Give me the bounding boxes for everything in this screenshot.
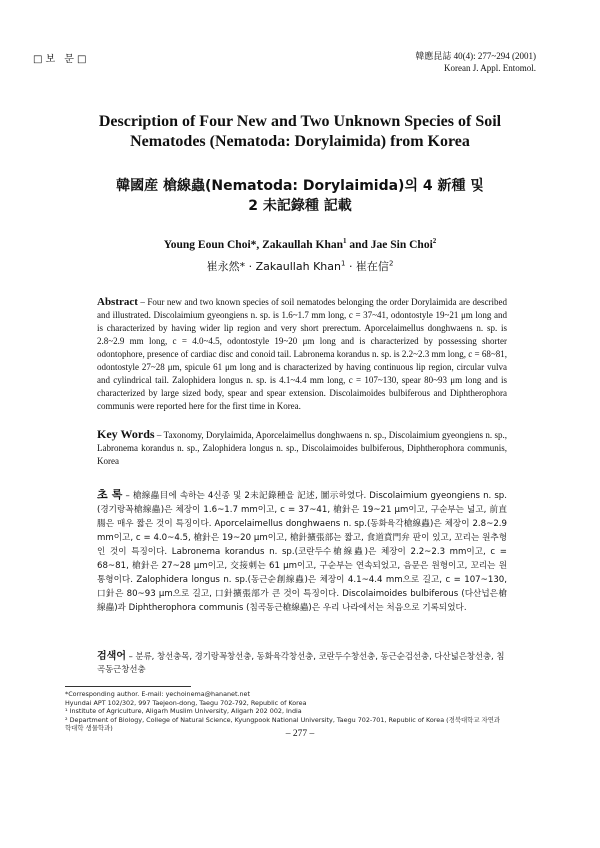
- korean-keywords: [97, 650, 507, 676]
- author-2-affiliation: 1: [343, 237, 347, 245]
- footnote-address: Hyundai APT 102/302, 997 Taejeon-dong, Taegu 702-792, Republic of Korea: [65, 698, 307, 707]
- author-3: and Jae Sin Choi: [349, 238, 433, 251]
- korean-author-3: · 崔在信: [348, 260, 389, 273]
- korean-keywords-heading: 검색어: [97, 651, 126, 662]
- korean-title: [60, 176, 540, 216]
- footnote-divider: [65, 686, 191, 687]
- abstract: [97, 296, 507, 413]
- keywords-heading: Key Words: [97, 427, 155, 441]
- english-title-line-2: Nematodes (Nematoda: Dorylaimida) from Korea: [130, 133, 470, 150]
- abstract-body: – Four new and two known species of soil nematodes belonging the order Dorylaimida are described and illustrated. Discolaimium gyeongiens n. sp. is 1.6~1.7 mm long, c = 37~41, odontostyle 19~21 μm long and is characterized by having wider lip region and very short prerectum. Aporcelaimellus donghwaens n. sp. is 2.8~2.9 mm long, c = 4.0~4.5, odontostyle 19~20 μm long and is characterized by possessing shorter odontophore, presence of cardiac disc and conoid tail. Labronema korandus n. sp. is 2.2~2.3 mm long, c = 68~81, odontostyle 27~28 μm, spicule 61 μm long and is characterized by having continuous lip region, circular vulva and cylindrical tail. Zalophidera longus n. sp. is 4.1~4.4 mm long, c = 107~130, spear 80~93 μm long and is characterized by large sized body, spear and spear extension. Discolaimoides bulbiferous and Diphtherophora communis were reported here for the first time in Korea.: [97, 297, 507, 411]
- author-3-affiliation: 2: [432, 237, 437, 245]
- english-title: [60, 112, 540, 152]
- author-1: Young Eoun Choi*,: [163, 238, 260, 251]
- page-number: – 277 –: [285, 729, 315, 739]
- english-title-line-1: Description of Four New and Two Unknown Species of Soil: [98, 113, 502, 130]
- footnote-affiliation-2: ² Department of Biology, College of Natural Science, Kyungpook National University, Taegu 702-701, Republic of Korea (경북대학교 자연과학대학 생물학과): [65, 715, 501, 733]
- korean-author-3-affiliation: 2: [388, 259, 394, 268]
- section-label: □보 문□: [33, 54, 90, 65]
- journal-line-1: 韓應昆誌 40(4): 277~294 (2001): [415, 51, 536, 61]
- english-authors: [60, 237, 540, 251]
- korean-title-line-2: 2 未記錄種 記載: [248, 198, 352, 214]
- korean-author-2-affiliation: 1: [340, 259, 346, 268]
- footnote-affiliation-1: ¹ Institute of Agriculture, Aligarh Muslim University, Aligarh 202 002, India: [65, 707, 302, 716]
- footnote-corresponding: *Corresponding author. E-mail: yechoinema@hananet.net: [65, 690, 250, 698]
- korean-authors: [60, 258, 540, 274]
- author-2: Zakaullah Khan: [262, 238, 343, 251]
- korean-abstract-heading: 초 록: [97, 488, 123, 501]
- keywords-body: – Taxonomy, Dorylaimida, Aporcelaimellus donghwaens n. sp., Discolaimium gyeongiens n. sp., Labronema korandus n. sp., Zalophidera longus n. sp., Discolaimoides bulbiferous, Diphtherophora communis, Korea: [97, 430, 508, 466]
- korean-title-line-1: 韓國産 槍線蟲(Nematoda: Dorylaimida)의 4 新種 및: [116, 178, 484, 194]
- korean-abstract-body: – 槍線蟲目에 속하는 4신종 및 2未記錄種을 記述, 圖示하였다. Discolaimium gyeongiens n. sp.(경기랑꼭槍線蟲)은 체장이 1.6~1.7 mm이고, c = 37~41, 槍針은 19~21 μm이고, 구순부는 넓고, 前直腸은 매우 짧은 것이 특징이다. Aporcelaimellus donghwaens n. sp.(동화육각槍線蟲)은 체장이 2.8~2.9 mm이고, c = 4.0~4.5, 槍針은 19~20 μm이고, 槍針擴張部는 짧고, 食道賁門弁 판이 있고, 꼬리는 원추형인 것이 특징이다. Labronema korandus n. sp.(코란두수槍線蟲)은 체장이 2.2~2.3 mm이고, c = 68~81, 槍針은 27~28 μm이고, 交接刺는 61 μm이고, 구순부는 연속되었고, 음문은 원형이고, 꼬리는 원통형이다. Zalophidera longus n. sp.(동근순創線蟲)은 체장이 4.1~4.4 mm으로 길고, c = 107~130, 口針은 80~93 μm으로 길고, 口針擴張部가 큰 것이 특징이다. Discolaimoides bulbiferous (다산넙은槍線蟲)과 Diphtherophora communis (침곡동근槍線蟲)은 우리 나라에서는 처음으로 기록되었다.: [97, 491, 507, 613]
- abstract-heading: Abstract: [97, 296, 138, 308]
- korean-keywords-body: – 분류, 창선충목, 경기랑꼭창선충, 동화육각창선충, 코란두수창선충, 동근순검선충, 다산넓은창선충, 침곡동근창선충: [97, 651, 505, 674]
- journal-line-2: Korean J. Appl. Entomol.: [444, 63, 536, 73]
- footnotes: [65, 690, 505, 733]
- keywords: [97, 428, 507, 468]
- journal-citation: [415, 50, 536, 74]
- korean-abstract: [97, 488, 507, 615]
- korean-author-1-2: 崔永然* · Zakaullah Khan: [206, 260, 341, 273]
